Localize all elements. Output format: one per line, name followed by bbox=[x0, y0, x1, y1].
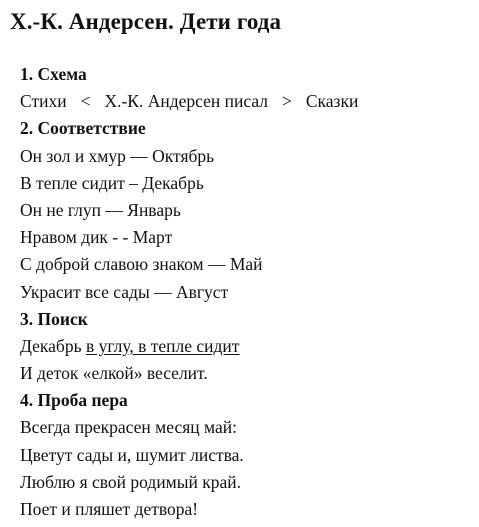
poem-line: Всегда прекрасен месяц май: bbox=[20, 417, 237, 438]
match-line: Он зол и хмур –– Октябрь bbox=[20, 145, 215, 166]
search-line-1 bbox=[20, 333, 475, 360]
schema-right: Сказки bbox=[305, 91, 359, 112]
schema-middle: Х.-К. Андерсен писал bbox=[104, 91, 268, 112]
section-2-heading: 2. Соответствие bbox=[20, 118, 146, 139]
search-line-prefix: Декабрь bbox=[20, 335, 86, 356]
match-line: В тепле сидит – Декабрь bbox=[20, 172, 204, 193]
section-3-heading: 3. Поиск bbox=[20, 308, 88, 329]
schema-greater-than: > bbox=[282, 91, 292, 112]
search-line-2: И деток «елкой» веселит. bbox=[20, 363, 208, 384]
schema-less-than: < bbox=[80, 91, 91, 112]
search-underlined-phrase: в углу, в тепле сидит bbox=[85, 335, 240, 356]
section-4-heading: 4. Проба пера bbox=[20, 390, 128, 411]
document-body bbox=[20, 61, 475, 523]
schema-row bbox=[20, 88, 475, 115]
match-line: Нравом дик - - Март bbox=[20, 227, 173, 248]
poem-line: Люблю я свой родимый край. bbox=[20, 471, 242, 492]
schema-left: Стихи bbox=[20, 91, 67, 112]
match-line: Украсит все сады — Август bbox=[20, 281, 229, 302]
match-line: Он не глуп — Январь bbox=[20, 199, 181, 220]
section-1-heading: 1. Схема bbox=[20, 64, 87, 84]
poem-line: Поет и пляшет детвора! bbox=[20, 499, 199, 519]
page-title: Х.-К. Андерсен. Дети года bbox=[10, 9, 282, 34]
match-line: С доброй славою знаком — Май bbox=[20, 254, 263, 275]
poem-line: Цветут сады и, шумит листва. bbox=[20, 444, 244, 465]
